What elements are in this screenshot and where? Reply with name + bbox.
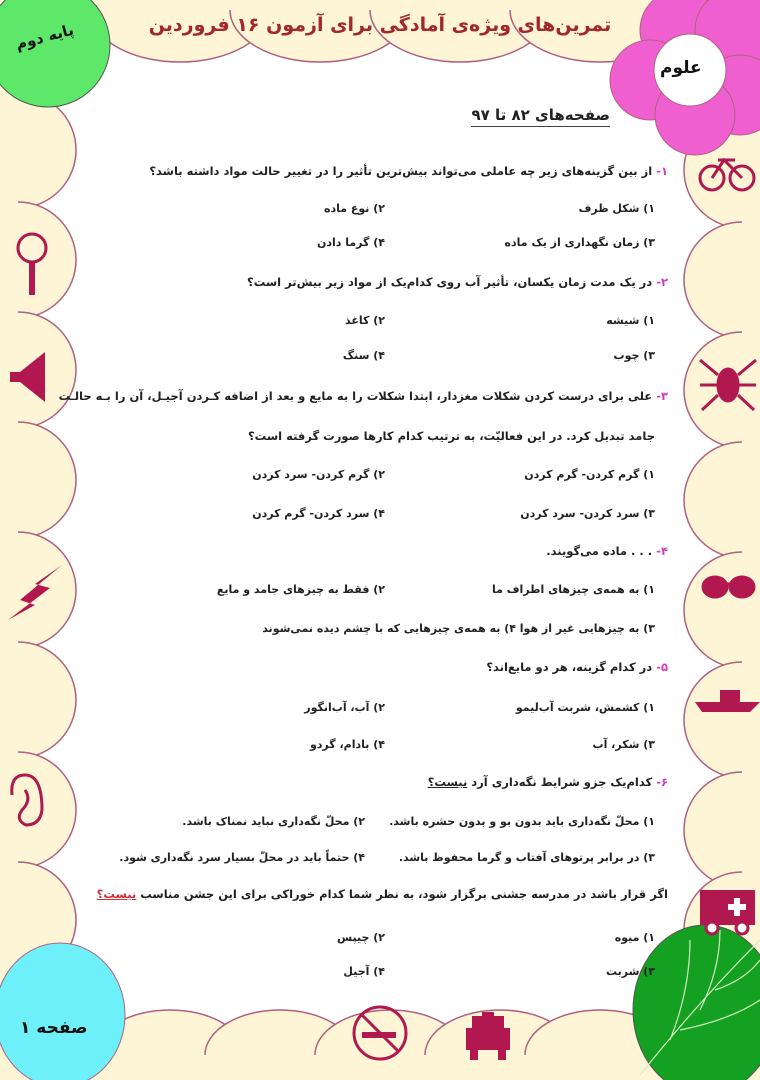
option: ۲) نوع ماده (323, 202, 385, 215)
option: ۴) گرما دادن (316, 236, 385, 249)
option: ۲) محلّ نگه‌داری نباید نمناک باشد. (182, 815, 365, 828)
question-1 (149, 164, 668, 178)
option: ۱) شیشه (606, 314, 655, 327)
option: ۴) بادام، گردو (309, 738, 385, 751)
option: ۳) چوب (613, 349, 655, 362)
option: ۱) به همه‌ی چیزهای اطراف ما (491, 583, 655, 596)
question-4 (546, 544, 668, 558)
option: ۲) آب، آب‌انگور (304, 701, 385, 714)
question-text: اگر قرار باشد در مدرسه جشنی برگزار شود، به نظر شما کدام خوراکی برای این جشن مناسب (136, 887, 668, 901)
grade-badge: پایه دوم (13, 20, 76, 54)
option: ۳) سرد کردن- سرد کردن (520, 507, 655, 520)
leaf-corner (633, 925, 760, 1080)
subject-badge: علوم (660, 58, 702, 78)
option: ۳) شکر، آب (592, 738, 655, 751)
option: ۱) محلّ نگه‌داری باید بدون بو و بدون حشره باشد. (389, 815, 655, 828)
emphasis: نیست؟ (427, 775, 468, 789)
spider-icon (700, 360, 756, 410)
question-3-continued: جامد تبدیل کرد. در این فعالیّت، به ترتیب کدام کارها صورت گرفته است؟ (248, 429, 655, 443)
emphasis: نیست؟ (96, 887, 137, 901)
option: ۲) فقط به چیزهای جامد و مایع (216, 583, 385, 596)
question-text: در یک مدت زمان یکسان، تأثیر آب روی کدام‌یک از مواد زیر بیش‌تر است؟ (247, 275, 653, 289)
question-number: ۴- (656, 544, 668, 558)
option: ۱) شکل ظرف (578, 202, 655, 215)
option: ۳) زمان نگهداری از یک ماده (504, 236, 655, 249)
option: ۲) گرم کردن- سرد کردن (252, 468, 385, 481)
option: ۴) حتماً باید در محلّ بسیار سرد نگه‌داری شود. (119, 851, 365, 864)
question-7 (97, 887, 668, 901)
question-6 (428, 775, 668, 789)
option: ۱) کشمش، شربت آب‌لیمو (515, 701, 655, 714)
question-number: ۳- (656, 389, 668, 403)
option: ۳) در برابر پرتوهای آفتاب و گرما محفوظ باشد. (398, 851, 655, 864)
question-text: از بین گزینه‌های زیر چه عاملی می‌تواند بیش‌ترین تأثیر را در تغییر حالت مواد داشته باشد؟ (149, 164, 653, 178)
page-title: تمرین‌های ویژه‌ی آمادگی برای آزمون ۱۶ فروردین (148, 14, 612, 36)
page-badge-circle (0, 943, 125, 1080)
question-text: . . . ماده می‌گویند. (546, 544, 653, 558)
page-range: صفحه‌های ۸۲ تا ۹۷ (471, 106, 610, 127)
ship-icon (695, 702, 760, 712)
option: ۴) سرد کردن- گرم کردن (252, 507, 385, 520)
option: ۴) سنگ (342, 349, 385, 362)
option: ۳) شربت (605, 965, 655, 978)
question-number: ۲- (656, 275, 668, 289)
question-3 (59, 389, 668, 403)
page-number: صفحه ۱ (20, 1018, 88, 1038)
question-number: ۶- (656, 775, 668, 789)
grade-badge-circle (0, 0, 110, 107)
option: ۱) گرم کردن- گرم کردن (524, 468, 655, 481)
option: ۱) میوه (614, 931, 655, 944)
question-text: علی برای درست کردن شکلات مغزدار، ابتدا شکلات را به مایع و بعد از اضافه کـردن آجیـل، آن را بـه حالـت (58, 389, 653, 403)
option: ۴) آجیل (343, 965, 385, 978)
question-number: ۱- (656, 164, 668, 178)
question-2 (247, 275, 668, 289)
question-text: کدام‌یک جزو شرایط نگه‌داری آرد (467, 775, 653, 789)
question-5 (486, 660, 668, 674)
question-number: ۵- (656, 660, 668, 674)
question-text: در کدام گزینه، هر دو مایع‌اند؟ (486, 660, 653, 674)
option: ۳) به چیزهایی غیر از هوا ۴) به همه‌ی چیزهایی که با چشم دیده نمی‌شوند (262, 622, 655, 635)
option: ۲) کاغذ (345, 314, 385, 327)
option: ۲) چیپس (336, 931, 385, 944)
